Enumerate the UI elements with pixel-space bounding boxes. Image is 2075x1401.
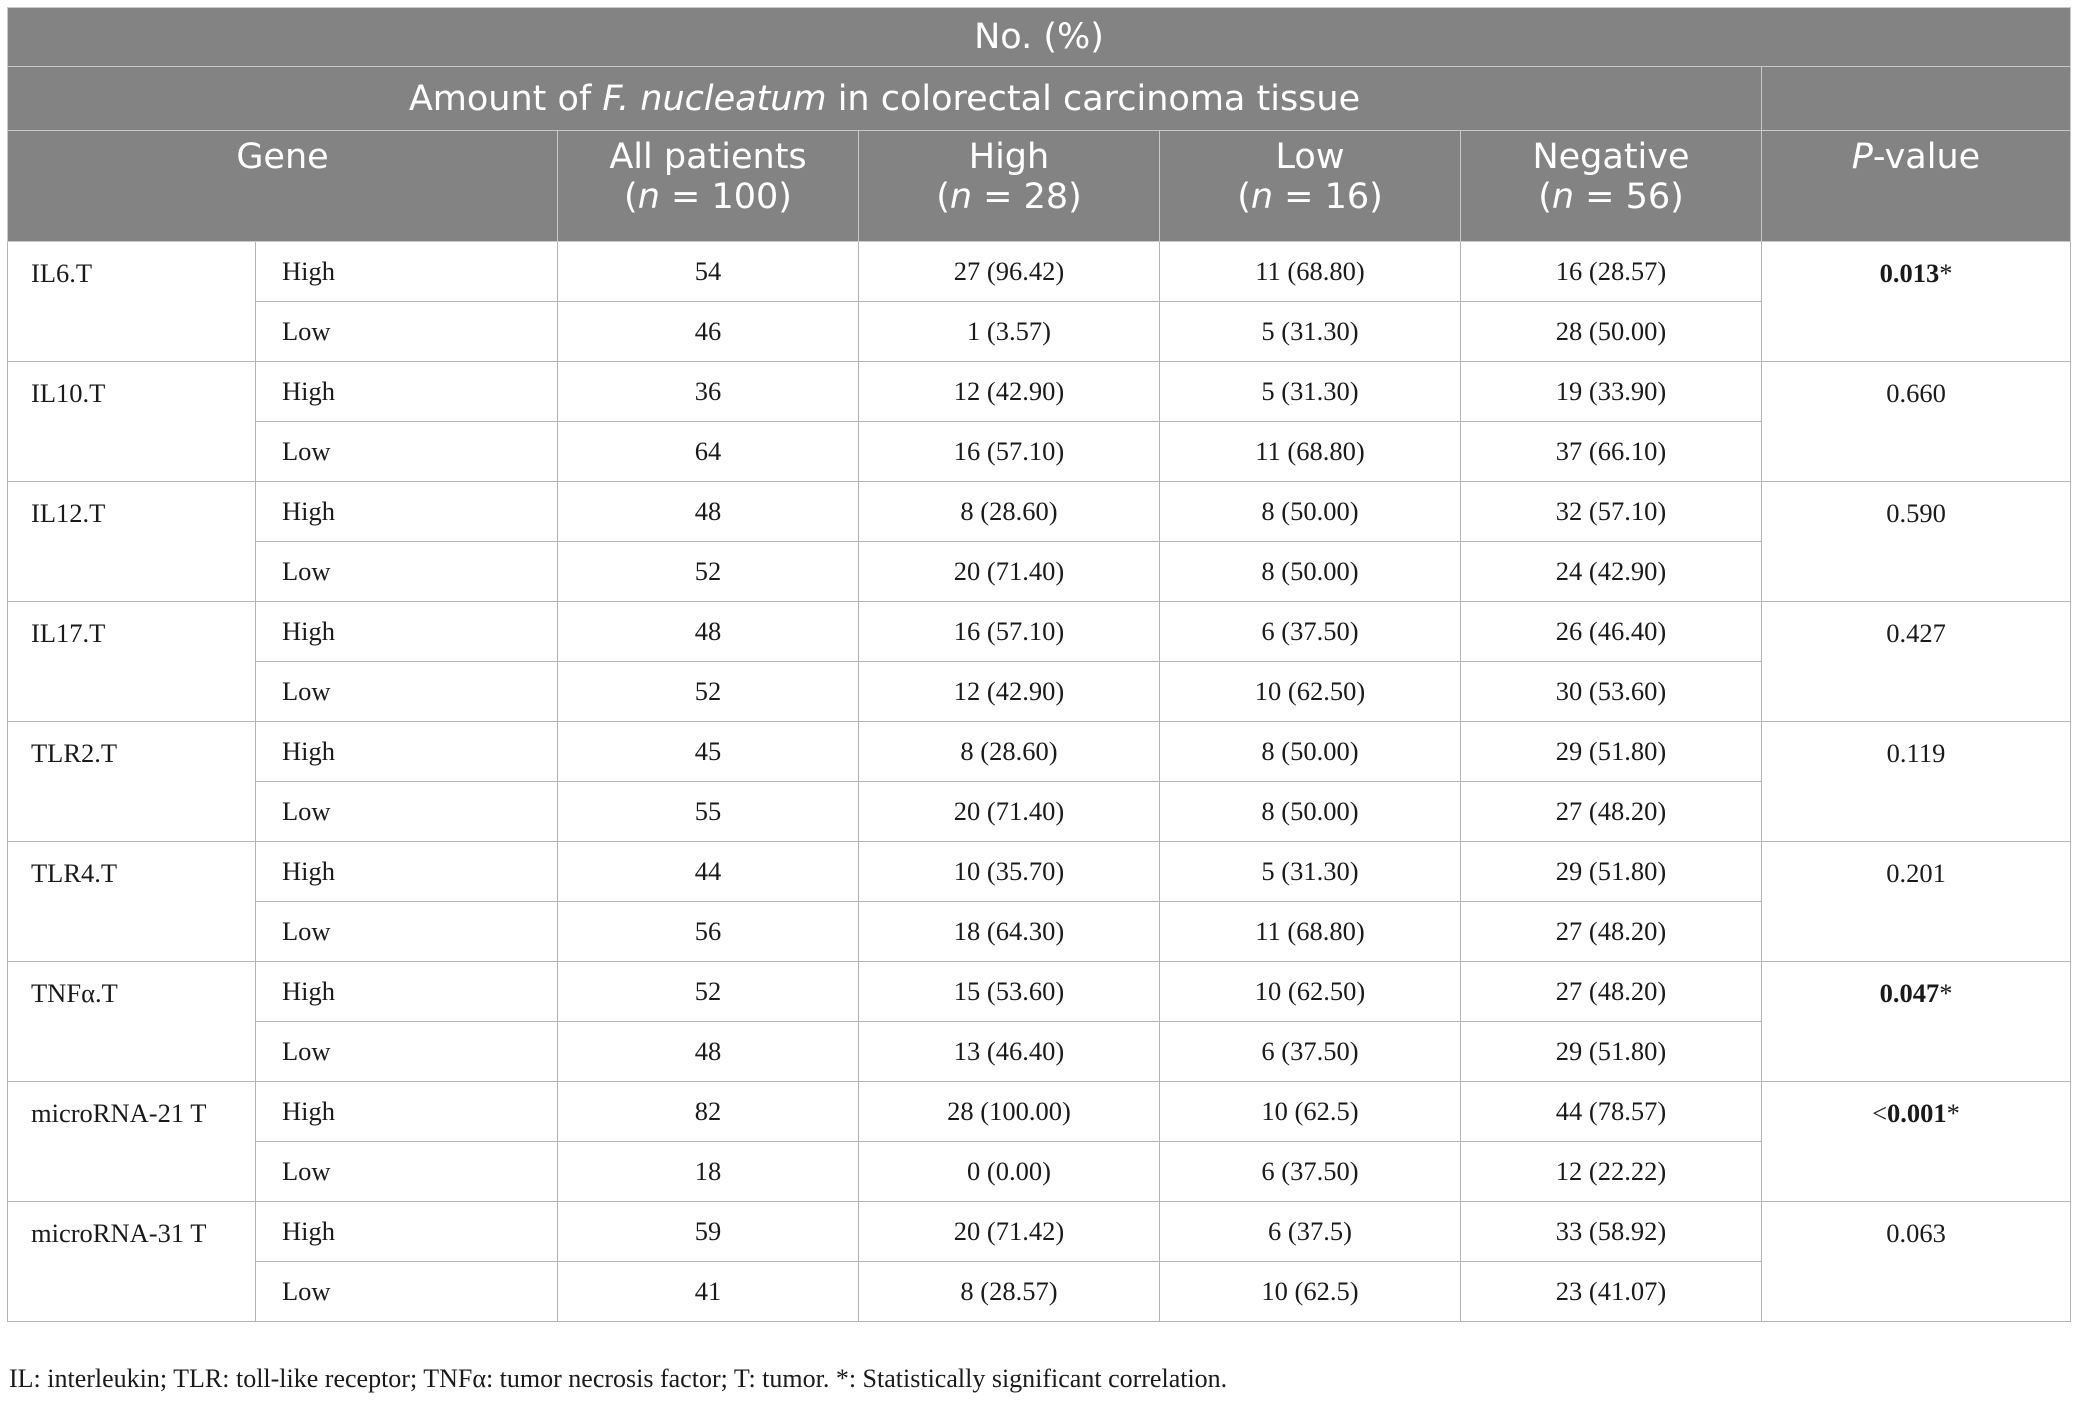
fn-negative-cell: 44 (78.57) (1461, 1082, 1762, 1142)
p-value-number: 0.063 (1886, 1218, 1946, 1248)
fn-negative-cell: 27 (48.20) (1461, 962, 1762, 1022)
all-patients-cell: 59 (558, 1202, 859, 1262)
table-row (8, 1022, 2071, 1082)
all-patients-cell: 54 (558, 242, 859, 302)
level-cell: Low (256, 1022, 558, 1082)
fn-high-cell: 15 (53.60) (859, 962, 1160, 1022)
level-cell: High (256, 362, 558, 422)
fn-low-cell: 6 (37.50) (1160, 1142, 1461, 1202)
header-high: High (n = 28) (859, 131, 1160, 242)
fn-low-cell: 10 (62.5) (1160, 1262, 1461, 1322)
gene-cell: TNFα.T (8, 962, 256, 1082)
p-value-cell (1762, 482, 2071, 602)
gene-cell: TLR4.T (8, 842, 256, 962)
table-row (8, 542, 2071, 602)
all-patients-cell: 46 (558, 302, 859, 362)
all-patients-cell: 52 (558, 962, 859, 1022)
table-row (8, 842, 2071, 902)
fn-low-cell: 10 (62.50) (1160, 662, 1461, 722)
fn-low-cell: 6 (37.5) (1160, 1202, 1461, 1262)
table-row (8, 782, 2071, 842)
all-patients-cell: 64 (558, 422, 859, 482)
level-cell: High (256, 962, 558, 1022)
significance-marker: * (1939, 258, 1953, 288)
header-low: Low (n = 16) (1160, 131, 1461, 242)
table-row (8, 1262, 2071, 1322)
all-patients-cell: 52 (558, 662, 859, 722)
table-body (8, 242, 2071, 1322)
gene-cell: IL17.T (8, 602, 256, 722)
fn-low-cell: 10 (62.5) (1160, 1082, 1461, 1142)
gene-cell: IL10.T (8, 362, 256, 482)
gene-cell: TLR2.T (8, 722, 256, 842)
fn-negative-cell: 23 (41.07) (1461, 1262, 1762, 1322)
level-cell: High (256, 722, 558, 782)
p-value-number: 0.201 (1886, 858, 1946, 888)
significance-marker: * (1946, 1098, 1960, 1128)
table-row (8, 242, 2071, 302)
group-suffix: in colorectal carcinoma tissue (826, 78, 1361, 119)
level-cell: High (256, 842, 558, 902)
fn-high-cell: 18 (64.30) (859, 902, 1160, 962)
p-value-prefix: < (1872, 1098, 1888, 1128)
header-group-empty (1762, 67, 2071, 131)
fn-low-cell: 6 (37.50) (1160, 602, 1461, 662)
fn-negative-cell: 29 (51.80) (1461, 842, 1762, 902)
fn-negative-cell: 27 (48.20) (1461, 782, 1762, 842)
level-cell: Low (256, 782, 558, 842)
all-patients-cell: 82 (558, 1082, 859, 1142)
group-prefix: Amount of (408, 78, 603, 119)
level-cell: Low (256, 542, 558, 602)
fn-low-cell: 8 (50.00) (1160, 482, 1461, 542)
fn-high-cell: 0 (0.00) (859, 1142, 1160, 1202)
p-value-number: 0.119 (1886, 738, 1946, 768)
table-row (8, 1202, 2071, 1262)
all-patients-cell: 48 (558, 1022, 859, 1082)
all-patients-cell: 45 (558, 722, 859, 782)
all-patients-cell: 48 (558, 602, 859, 662)
header-row-columns (8, 131, 2071, 242)
fn-negative-cell: 29 (51.80) (1461, 1022, 1762, 1082)
header-p-value: P-value (1762, 131, 2071, 242)
fn-high-cell: 20 (71.40) (859, 782, 1160, 842)
fn-low-cell: 5 (31.30) (1160, 302, 1461, 362)
fn-negative-cell: 28 (50.00) (1461, 302, 1762, 362)
level-cell: Low (256, 902, 558, 962)
level-cell: Low (256, 1142, 558, 1202)
fn-negative-cell: 27 (48.20) (1461, 902, 1762, 962)
table-row (8, 902, 2071, 962)
p-value-number: 0.590 (1886, 498, 1946, 528)
fn-negative-cell: 16 (28.57) (1461, 242, 1762, 302)
header-all-patients: All patients (n = 100) (558, 131, 859, 242)
all-patients-cell: 41 (558, 1262, 859, 1322)
level-cell: Low (256, 302, 558, 362)
p-value-cell (1762, 1202, 2071, 1322)
fn-high-cell: 1 (3.57) (859, 302, 1160, 362)
level-cell: Low (256, 662, 558, 722)
level-cell: High (256, 1202, 558, 1262)
fn-low-cell: 5 (31.30) (1160, 362, 1461, 422)
fn-high-cell: 12 (42.90) (859, 362, 1160, 422)
p-value-cell (1762, 842, 2071, 962)
group-species: F. nucleatum (602, 78, 827, 119)
fn-high-cell: 20 (71.42) (859, 1202, 1160, 1262)
table-row (8, 482, 2071, 542)
level-cell: High (256, 602, 558, 662)
p-value-number: 0.047 (1879, 978, 1940, 1008)
level-cell: High (256, 482, 558, 542)
all-patients-cell: 36 (558, 362, 859, 422)
fn-high-cell: 8 (28.57) (859, 1262, 1160, 1322)
fn-negative-cell: 12 (22.22) (1461, 1142, 1762, 1202)
fn-high-cell: 28 (100.00) (859, 1082, 1160, 1142)
table-row (8, 662, 2071, 722)
p-value-cell (1762, 962, 2071, 1082)
gene-cell: IL6.T (8, 242, 256, 362)
fn-low-cell: 11 (68.80) (1160, 902, 1461, 962)
fn-negative-cell: 19 (33.90) (1461, 362, 1762, 422)
all-patients-cell: 44 (558, 842, 859, 902)
fn-high-cell: 8 (28.60) (859, 482, 1160, 542)
p-value-number: 0.427 (1886, 618, 1946, 648)
gene-cell: microRNA-31 T (8, 1202, 256, 1322)
fn-high-cell: 16 (57.10) (859, 602, 1160, 662)
fn-negative-cell: 30 (53.60) (1461, 662, 1762, 722)
results-table (7, 7, 2071, 1322)
table-row (8, 1142, 2071, 1202)
table-row (8, 962, 2071, 1022)
significance-marker: * (1939, 978, 1953, 1008)
fn-high-cell: 16 (57.10) (859, 422, 1160, 482)
fn-high-cell: 8 (28.60) (859, 722, 1160, 782)
p-value-number: 0.660 (1886, 378, 1946, 408)
all-patients-cell: 56 (558, 902, 859, 962)
p-value-cell (1762, 1082, 2071, 1202)
fn-low-cell: 5 (31.30) (1160, 842, 1461, 902)
fn-low-cell: 6 (37.50) (1160, 1022, 1461, 1082)
fn-low-cell: 8 (50.00) (1160, 722, 1461, 782)
fn-negative-cell: 24 (42.90) (1461, 542, 1762, 602)
p-value-cell (1762, 602, 2071, 722)
all-patients-cell: 48 (558, 482, 859, 542)
p-value-number: 0.013 (1879, 258, 1940, 288)
fn-low-cell: 8 (50.00) (1160, 542, 1461, 602)
fn-high-cell: 13 (46.40) (859, 1022, 1160, 1082)
level-cell: High (256, 1082, 558, 1142)
p-value-cell (1762, 722, 2071, 842)
header-negative: Negative (n = 56) (1461, 131, 1762, 242)
header-gene: Gene (8, 131, 558, 242)
level-cell: Low (256, 1262, 558, 1322)
header-group-title (8, 67, 1762, 131)
table-row (8, 602, 2071, 662)
level-cell: High (256, 242, 558, 302)
fn-high-cell: 27 (96.42) (859, 242, 1160, 302)
fn-low-cell: 11 (68.80) (1160, 422, 1461, 482)
fn-high-cell: 12 (42.90) (859, 662, 1160, 722)
gene-cell: IL12.T (8, 482, 256, 602)
p-value-cell (1762, 362, 2071, 482)
p-value-number: 0.001 (1887, 1098, 1947, 1128)
fn-low-cell: 10 (62.50) (1160, 962, 1461, 1022)
fn-low-cell: 8 (50.00) (1160, 782, 1461, 842)
header-row-top (8, 8, 2071, 67)
all-patients-cell: 55 (558, 782, 859, 842)
all-patients-cell: 52 (558, 542, 859, 602)
table-row (8, 422, 2071, 482)
level-cell: Low (256, 422, 558, 482)
header-no-percent: No. (%) (8, 8, 2071, 67)
table-header (8, 8, 2071, 242)
p-value-cell (1762, 242, 2071, 362)
header-row-group (8, 67, 2071, 131)
table-row (8, 722, 2071, 782)
table-row (8, 1082, 2071, 1142)
fn-negative-cell: 26 (46.40) (1461, 602, 1762, 662)
table-footnote: IL: interleukin; TLR: toll-like receptor; TNFα: tumor necrosis factor; T: tumor. *: Statistically significant correlation. (9, 1364, 1228, 1393)
fn-low-cell: 11 (68.80) (1160, 242, 1461, 302)
all-patients-cell: 18 (558, 1142, 859, 1202)
table-row (8, 302, 2071, 362)
fn-negative-cell: 37 (66.10) (1461, 422, 1762, 482)
gene-cell: microRNA-21 T (8, 1082, 256, 1202)
fn-high-cell: 10 (35.70) (859, 842, 1160, 902)
fn-negative-cell: 32 (57.10) (1461, 482, 1762, 542)
fn-high-cell: 20 (71.40) (859, 542, 1160, 602)
fn-negative-cell: 29 (51.80) (1461, 722, 1762, 782)
table-row (8, 362, 2071, 422)
fn-negative-cell: 33 (58.92) (1461, 1202, 1762, 1262)
